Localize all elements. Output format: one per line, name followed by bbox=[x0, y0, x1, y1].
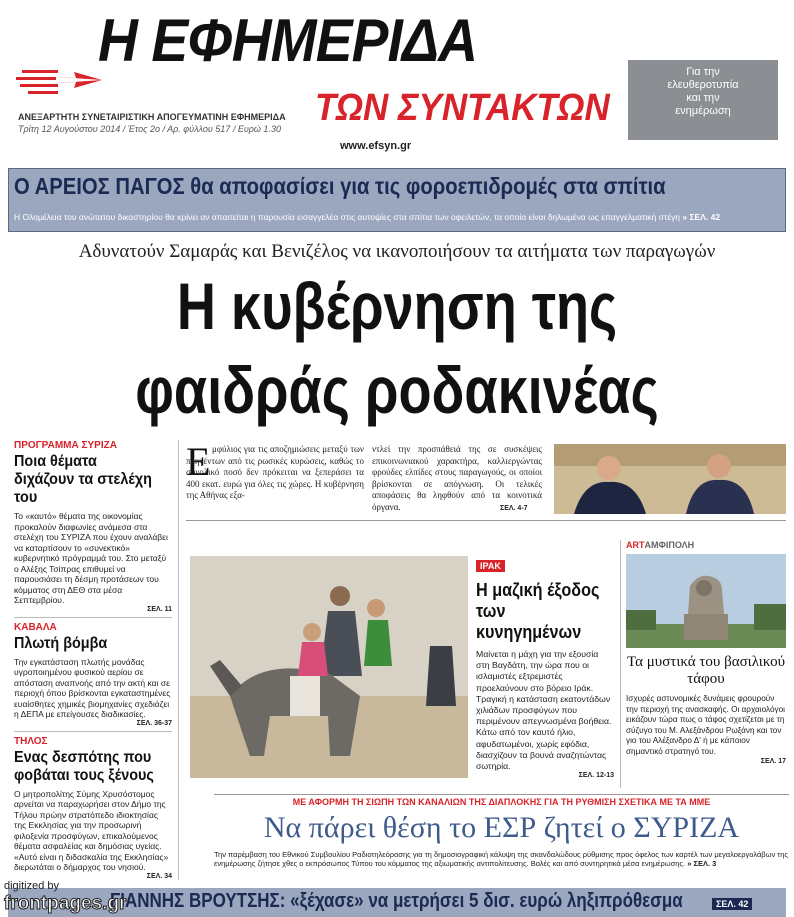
story-text: Μαίνεται η μάχη για την εξουσία στη Βαγδάτη, την ώρα που οι ισλαμιστές εξτρεμιστές προελαύνουν στο βόρειο Ιράκ. Τραγική η κατάσταση εκατοντάδων χιλιάδων προσφύγων που περιμένουν απεγνωσμένα βοήθεια. Κάτω από τον καυτό ήλιο, αφυδατωμένοι, χωρίς εφόδια, διασχίζουν τα βουνά αναζητώντας σωτηρία. bbox=[476, 649, 612, 772]
story-text: Ο μητροπολίτης Σύμης Χρυσόστομος αρνείται να παραχωρήσει στον Δήμο της Τήλου πρώην στρατόπεδο ιδιοκτησίας της Εκκλησίας για την προσωρινή φιλοξενία προσφύγων, επικαλούμενος θέματα ασφαλείας και δημόσιας υγείας. «Αυτό είναι η διδασκαλία της Εκκλησίας» διερωτάται ο δήμαρχος του νησιού. bbox=[14, 788, 169, 872]
divider bbox=[186, 520, 786, 521]
lead-headline-line-1[interactable]: Η κυβέρνηση της bbox=[176, 269, 618, 343]
story-title: Ενας δεσπότης που φοβάται τους ξένους bbox=[14, 748, 154, 784]
divider bbox=[14, 731, 172, 732]
watermark-logo: frontpages.gr bbox=[4, 893, 127, 914]
issue-line: Τρίτη 12 Αυγούστου 2014 / Έτος 2ο / Αρ. φύλλου 517 / Ευρώ 1.30 bbox=[18, 124, 281, 134]
left-story[interactable] bbox=[14, 622, 172, 727]
amphipolis-label: ΑΜΦΙΠΟΛΗ bbox=[644, 540, 695, 550]
top-banner-ref: ΣΕΛ. 42 bbox=[689, 212, 721, 222]
promo-line: και την bbox=[686, 92, 720, 104]
iraq-story[interactable] bbox=[476, 556, 614, 779]
top-banner-text: Η Ολομέλεια του ανώτατου δικαστηρίου θα κρίνει αν απαιτείται η παρουσία εισαγγελέα στις αυτοψίες στα σπίτια των οφειλετών, τα οποία είναι δηλωμένα ως επαγγελματική στέγη » ΣΕΛ. 42 bbox=[14, 212, 721, 222]
bottom-body: Την παρέμβαση του Εθνικού Συμβουλίου Ραδιοτηλεόρασης για τη δημοσιογραφική κάλυψη της σκανδαλώδους ρύθμισης προς όφελος των καρτέλ των μεγαλοεργολάβων της ενημέρωσης ζήτησε χθες ο εκπρόσωπος Τύπου του κόμματος της αξιωματικής αντιπολίτευσης. Βολές και από συντηρητικά μέσα ενημέρωσης. bbox=[214, 850, 789, 868]
lead-headline-line-2[interactable]: φαιδράς ροδακινέας bbox=[135, 353, 659, 427]
lead-body-col-2: ντλεί την προσπάθειά της σε συσκέψεις επικοινωνιακού χαρακτήρα, καλλιεργώντας φρούδες ελπίδες στους παραγωγούς, οι οποίοι βρίσκονται σε απόγνωση. Οι τελικές αποφάσεις θα ληφθούν από τα κοινοτικά όργανα. bbox=[372, 444, 542, 512]
story-ref: ΣΕΛ. 34 bbox=[146, 872, 172, 880]
masthead-logo-icon bbox=[14, 58, 106, 102]
left-column bbox=[14, 440, 172, 880]
footer-headline[interactable]: ΓΙΑΝΝΗΣ ΒΡΟΥΤΣΗΣ: «ξέχασε» να μετρήσει 5 δισ. ευρώ ληξιπρόθεσμα bbox=[110, 890, 683, 912]
lead-ref: ΣΕΛ. 4-7 bbox=[500, 505, 528, 512]
promo-line: ελευθεροτυπία bbox=[667, 79, 739, 91]
lead-body-col-1: μφύλιος για τις αποζημιώσεις μεταξύ των πληγέντων από τις ρωσικές κυρώσεις, καθώς το συνολικό ποσό δεν πρόκειται να ξεπεράσει τα 400 εκατ. ευρώ για όλες τις χώρες. Η κυβέρνηση της Αθήνας εξα- bbox=[186, 444, 364, 500]
column-rule bbox=[178, 440, 179, 880]
left-story[interactable] bbox=[14, 440, 172, 613]
art-section-label bbox=[626, 540, 786, 550]
section-label: ΙΡΑΚ bbox=[476, 560, 505, 572]
art-label: ART bbox=[626, 540, 645, 550]
refugee-photo bbox=[190, 556, 468, 778]
section-label: ΠΡΟΓΡΑΜΜΑ ΣΥΡΙΖΑ bbox=[14, 440, 117, 451]
top-banner-body: Η Ολομέλεια του ανώτατου δικαστηρίου θα κρίνει αν απαιτείται η παρουσία εισαγγελέα στις αυτοψίες στα σπίτια των οφειλετών, τα οποία είναι δηλωμένα ως επαγγελματική στέγη bbox=[14, 212, 680, 222]
story-text: Την εγκατάσταση πλωτής μονάδας υγροποιημένου φυσικού αερίου σε απόσταση αναπνοής από την ακτή και σε περιοχή όπου βρίσκονται εγκαταστημένες ευαίσθητες χημικές βιομηχανίες σχεδιάζει η ΔΕΠΑ με επείγουσες διαδικασίες. bbox=[14, 656, 171, 719]
politicians-photo-icon bbox=[554, 444, 786, 514]
story-ref: ΣΕΛ. 11 bbox=[147, 605, 172, 613]
promo-line: ενημέρωση bbox=[675, 105, 731, 117]
story-text: Το «καυτό» θέματα της οικονομίας προκαλούν διαφωνίες ανάμεσα στα στελέχη του ΣΥΡΙΖΑ που έχουν αναλάβει να καταρτίσουν το «συνεκτικό» κυβερνητικό πρόγραμμά του. Στο μεταξύ ο Αλέξης Τσίπρας επιθυμεί να παρουσιάσει τη δέσμη προτάσεων του κόμματος στη ΔΕΘ στα μέσα Σεπτεμβρίου. bbox=[14, 511, 168, 605]
bottom-headline[interactable]: Να πάρει θέση το ΕΣΡ ζητεί ο ΣΥΡΙΖΑ bbox=[263, 811, 740, 844]
watermark-caption: digitized by bbox=[4, 880, 60, 892]
footer-ref: ΣΕΛ. 42 bbox=[712, 898, 752, 910]
bottom-kicker: ΜΕ ΑΦΟΡΜΗ ΤΗ ΣΙΩΠΗ ΤΩΝ ΚΑΝΑΛΙΩΝ ΤΗΣ ΔΙΑΠΛΟΚΗΣ ΓΙΑ ΤΗ ΡΥΘΜΙΣΗ ΣΧΕΤΙΚΑ ΜΕ ΤΑ ΜΜΕ bbox=[292, 797, 711, 807]
top-banner-headline[interactable]: Ο ΑΡΕΙΟΣ ΠΑΓΟΣ θα αποφασίσει για τις φοροεπιδρομές στα σπίτια bbox=[14, 173, 666, 199]
refugee-photo-icon bbox=[190, 556, 468, 778]
promo-box bbox=[628, 60, 778, 140]
story-ref: ΣΕΛ. 36-37 bbox=[136, 719, 172, 727]
lion-photo bbox=[626, 554, 786, 648]
lead-kicker: Αδυνατούν Σαμαράς και Βενιζέλος να ικανοποιήσουν τα αιτήματα των παραγωγών bbox=[78, 241, 716, 262]
website-link[interactable]: www.efsyn.gr bbox=[340, 140, 412, 152]
bottom-text: Την παρέμβαση του Εθνικού Συμβουλίου Ραδιοτηλεόρασης για τη δημοσιογραφική κάλυψη της σκανδαλώδους ρύθμισης προς όφελος των καρτέλ των μεγαλοεργολάβων της ενημέρωσης ζήτησε χθες ο εκπρόσωπος Τύπου του κόμματος της αξιωματικής αντιπολίτευσης. Βολές και από συντηρητικά μέσα ενημέρωσης. » ΣΕΛ. 3 bbox=[214, 850, 789, 868]
masthead-tagline: ΑΝΕΞΑΡΤΗΤΗ ΣΥΝΕΤΑΙΡΙΣΤΙΚΗ ΑΠΟΓΕΥΜΑΤΙΝΗ ΕΦΗΜΕΡΙΔΑ bbox=[18, 112, 286, 122]
lion-statue-icon bbox=[626, 554, 786, 648]
story-ref: ΣΕΛ. 12-13 bbox=[578, 772, 614, 780]
divider bbox=[214, 794, 789, 795]
section-label: ΤΗΛΟΣ bbox=[14, 735, 48, 747]
story-title: Πλωτή βόμβα bbox=[14, 634, 108, 652]
bottom-ref: ΣΕΛ. 3 bbox=[693, 859, 717, 868]
politicians-photo bbox=[554, 444, 786, 514]
column-rule bbox=[620, 540, 621, 788]
story-text: Ισχυρές αστυνομικές δυνάμεις φρουρούν την περιοχή της ανασκαφής. Οι αρχαιολόγοι εικάζουν τώρα πως ο τάφος σχετίζεται με τη σύζυγο του Μ. Αλεξάνδρου Ρωξάνη και τον γιο του Αλέξανδρο Δ' ή με κάποιον σημαντικό στρατηγό του. bbox=[626, 694, 785, 756]
section-label: ΚΑΒΑΛΑ bbox=[14, 621, 57, 633]
promo-line: Για την bbox=[686, 66, 720, 78]
masthead-subtitle: ΤΩΝ ΣΥΝΤΑΚΤΩΝ bbox=[315, 87, 610, 129]
divider bbox=[14, 617, 172, 618]
story-title: Η μαζική έξοδος των κυνηγημένων bbox=[476, 580, 600, 642]
story-ref: ΣΕΛ. 17 bbox=[760, 757, 786, 765]
dropcap: Ε bbox=[186, 439, 211, 484]
story-title: Ποια θέματα διχάζουν τα στελέχη του bbox=[14, 453, 152, 506]
masthead-title: Η ΕΦΗΜΕΡΙΔΑ bbox=[98, 7, 478, 74]
left-story[interactable] bbox=[14, 736, 172, 880]
story-title: Τα μυστικά του βασιλικού τάφου bbox=[627, 654, 785, 687]
art-story[interactable] bbox=[626, 540, 786, 765]
